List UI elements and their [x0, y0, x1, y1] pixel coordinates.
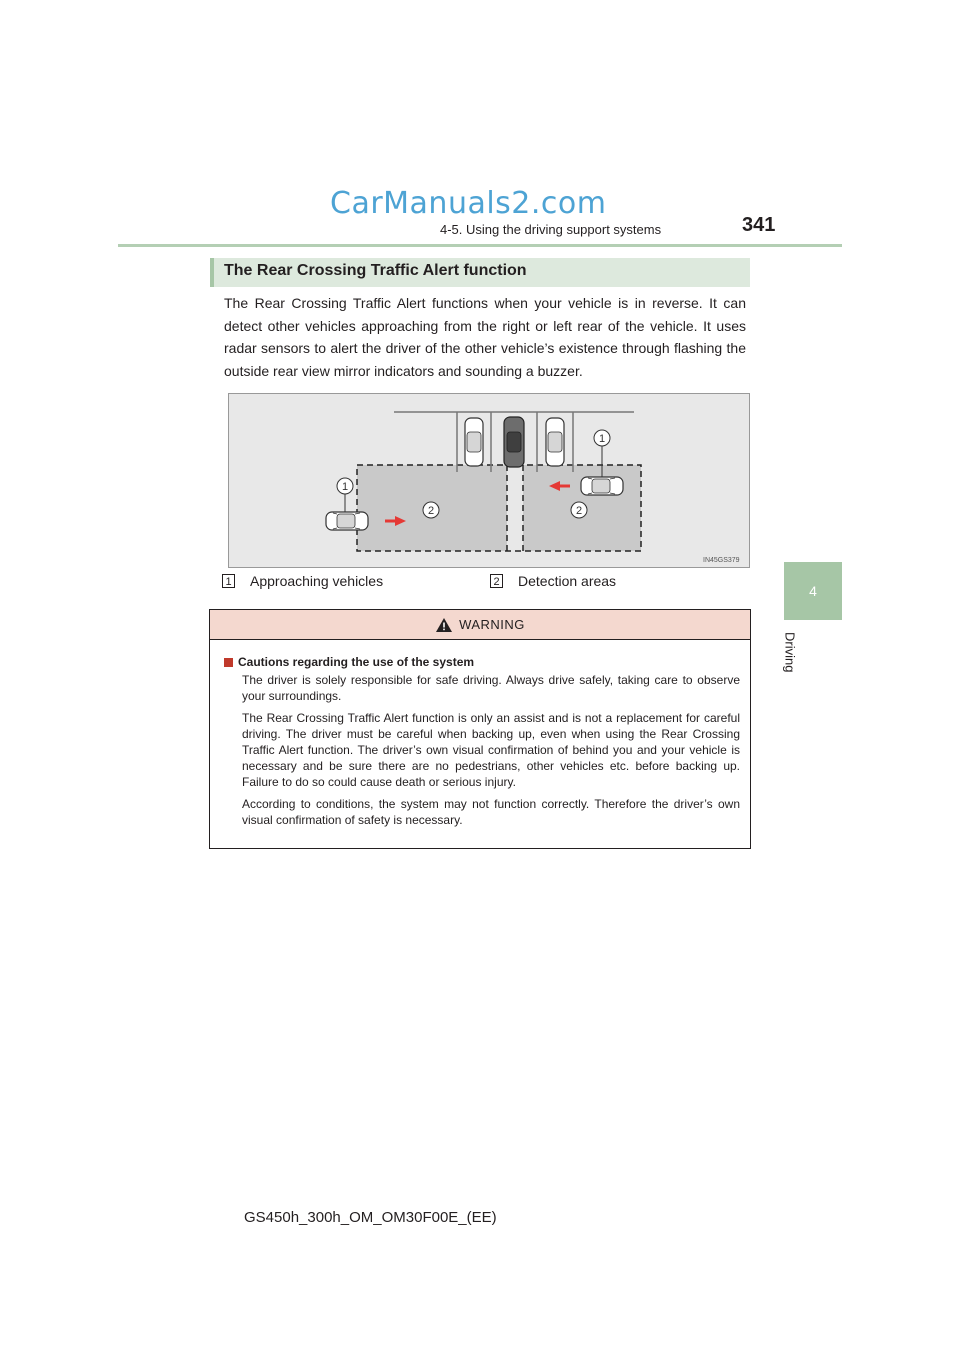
rcta-diagram-svg [229, 394, 749, 567]
chapter-tab[interactable] [784, 562, 842, 620]
callout-1-right [594, 430, 610, 446]
warning-content [210, 640, 750, 828]
warning-box [209, 609, 751, 849]
svg-text:2: 2 [575, 505, 583, 517]
svg-text:2: 2 [427, 505, 435, 517]
square-bullet-icon [224, 658, 233, 667]
warning-subtitle-text: Cautions regarding the use of the system [238, 655, 475, 669]
approaching-car-right [581, 477, 623, 495]
warning-paragraph: The driver is solely responsible for safe driving. Always drive safely, taking care to observe your surroundings. [242, 673, 740, 703]
svg-text:1: 1 [598, 433, 606, 445]
callout-2-right [571, 502, 587, 518]
chapter-number: 4 [809, 583, 817, 599]
callout-2-left [423, 502, 439, 518]
warning-header [210, 610, 750, 640]
rcta-diagram [228, 393, 750, 568]
footer-manual-code: GS450h_300h_OM_OM30F00E_(EE) [244, 1209, 497, 1226]
legend-label: Detection areas [518, 573, 617, 589]
warning-paragraph: According to conditions, the system may not function correctly. Therefore the driver’s own visual confirmation of safety is necessary. [242, 797, 740, 827]
legend-item-detection [490, 573, 616, 589]
legend-item-approaching [222, 573, 383, 589]
callout-1-left [337, 478, 353, 494]
warning-title: WARNING [459, 617, 525, 632]
section-body: The Rear Crossing Traffic Alert functions when your vehicle is in reverse. It can detect other vehicles approaching from the right or left rear of the vehicle. It uses radar sensors to alert the driver of the other vehicle’s existence through flashing the outside rear view mirror indicators and sounding a buzzer. [224, 295, 746, 379]
figure-code: IN45GS379 [703, 557, 740, 564]
legend-label: Approaching vehicles [250, 573, 384, 589]
legend-number: 2 [490, 574, 503, 588]
legend-number: 1 [222, 574, 235, 588]
watermark-text: CarManuals2.com [330, 186, 607, 221]
own-vehicle [504, 417, 524, 467]
warning-subtitle [224, 654, 740, 670]
parked-car-left [465, 418, 483, 466]
page-number: 341 [742, 214, 776, 236]
svg-text:1: 1 [341, 481, 349, 493]
header-rule [118, 244, 842, 247]
section-title: The Rear Crossing Traffic Alert function [224, 262, 527, 279]
header-section-title: 4-5. Using the driving support systems [440, 222, 662, 237]
warning-paragraph: The Rear Crossing Traffic Alert function is only an assist and is not a replacement for careful driving. The driver must be careful when backing up, even when using the Rear Crossing Traffic Alert function. The driver’s own visual confirmation of behind you and your vehicle is necessary and be sure there are no pedestrians, other vehicles etc. before backing up. Failure to do so could cause death or serious injury. [242, 711, 740, 789]
chapter-label: Driving [782, 632, 798, 673]
approaching-car-left [326, 512, 368, 530]
parked-car-right [546, 418, 564, 466]
warning-triangle-icon [435, 617, 453, 633]
